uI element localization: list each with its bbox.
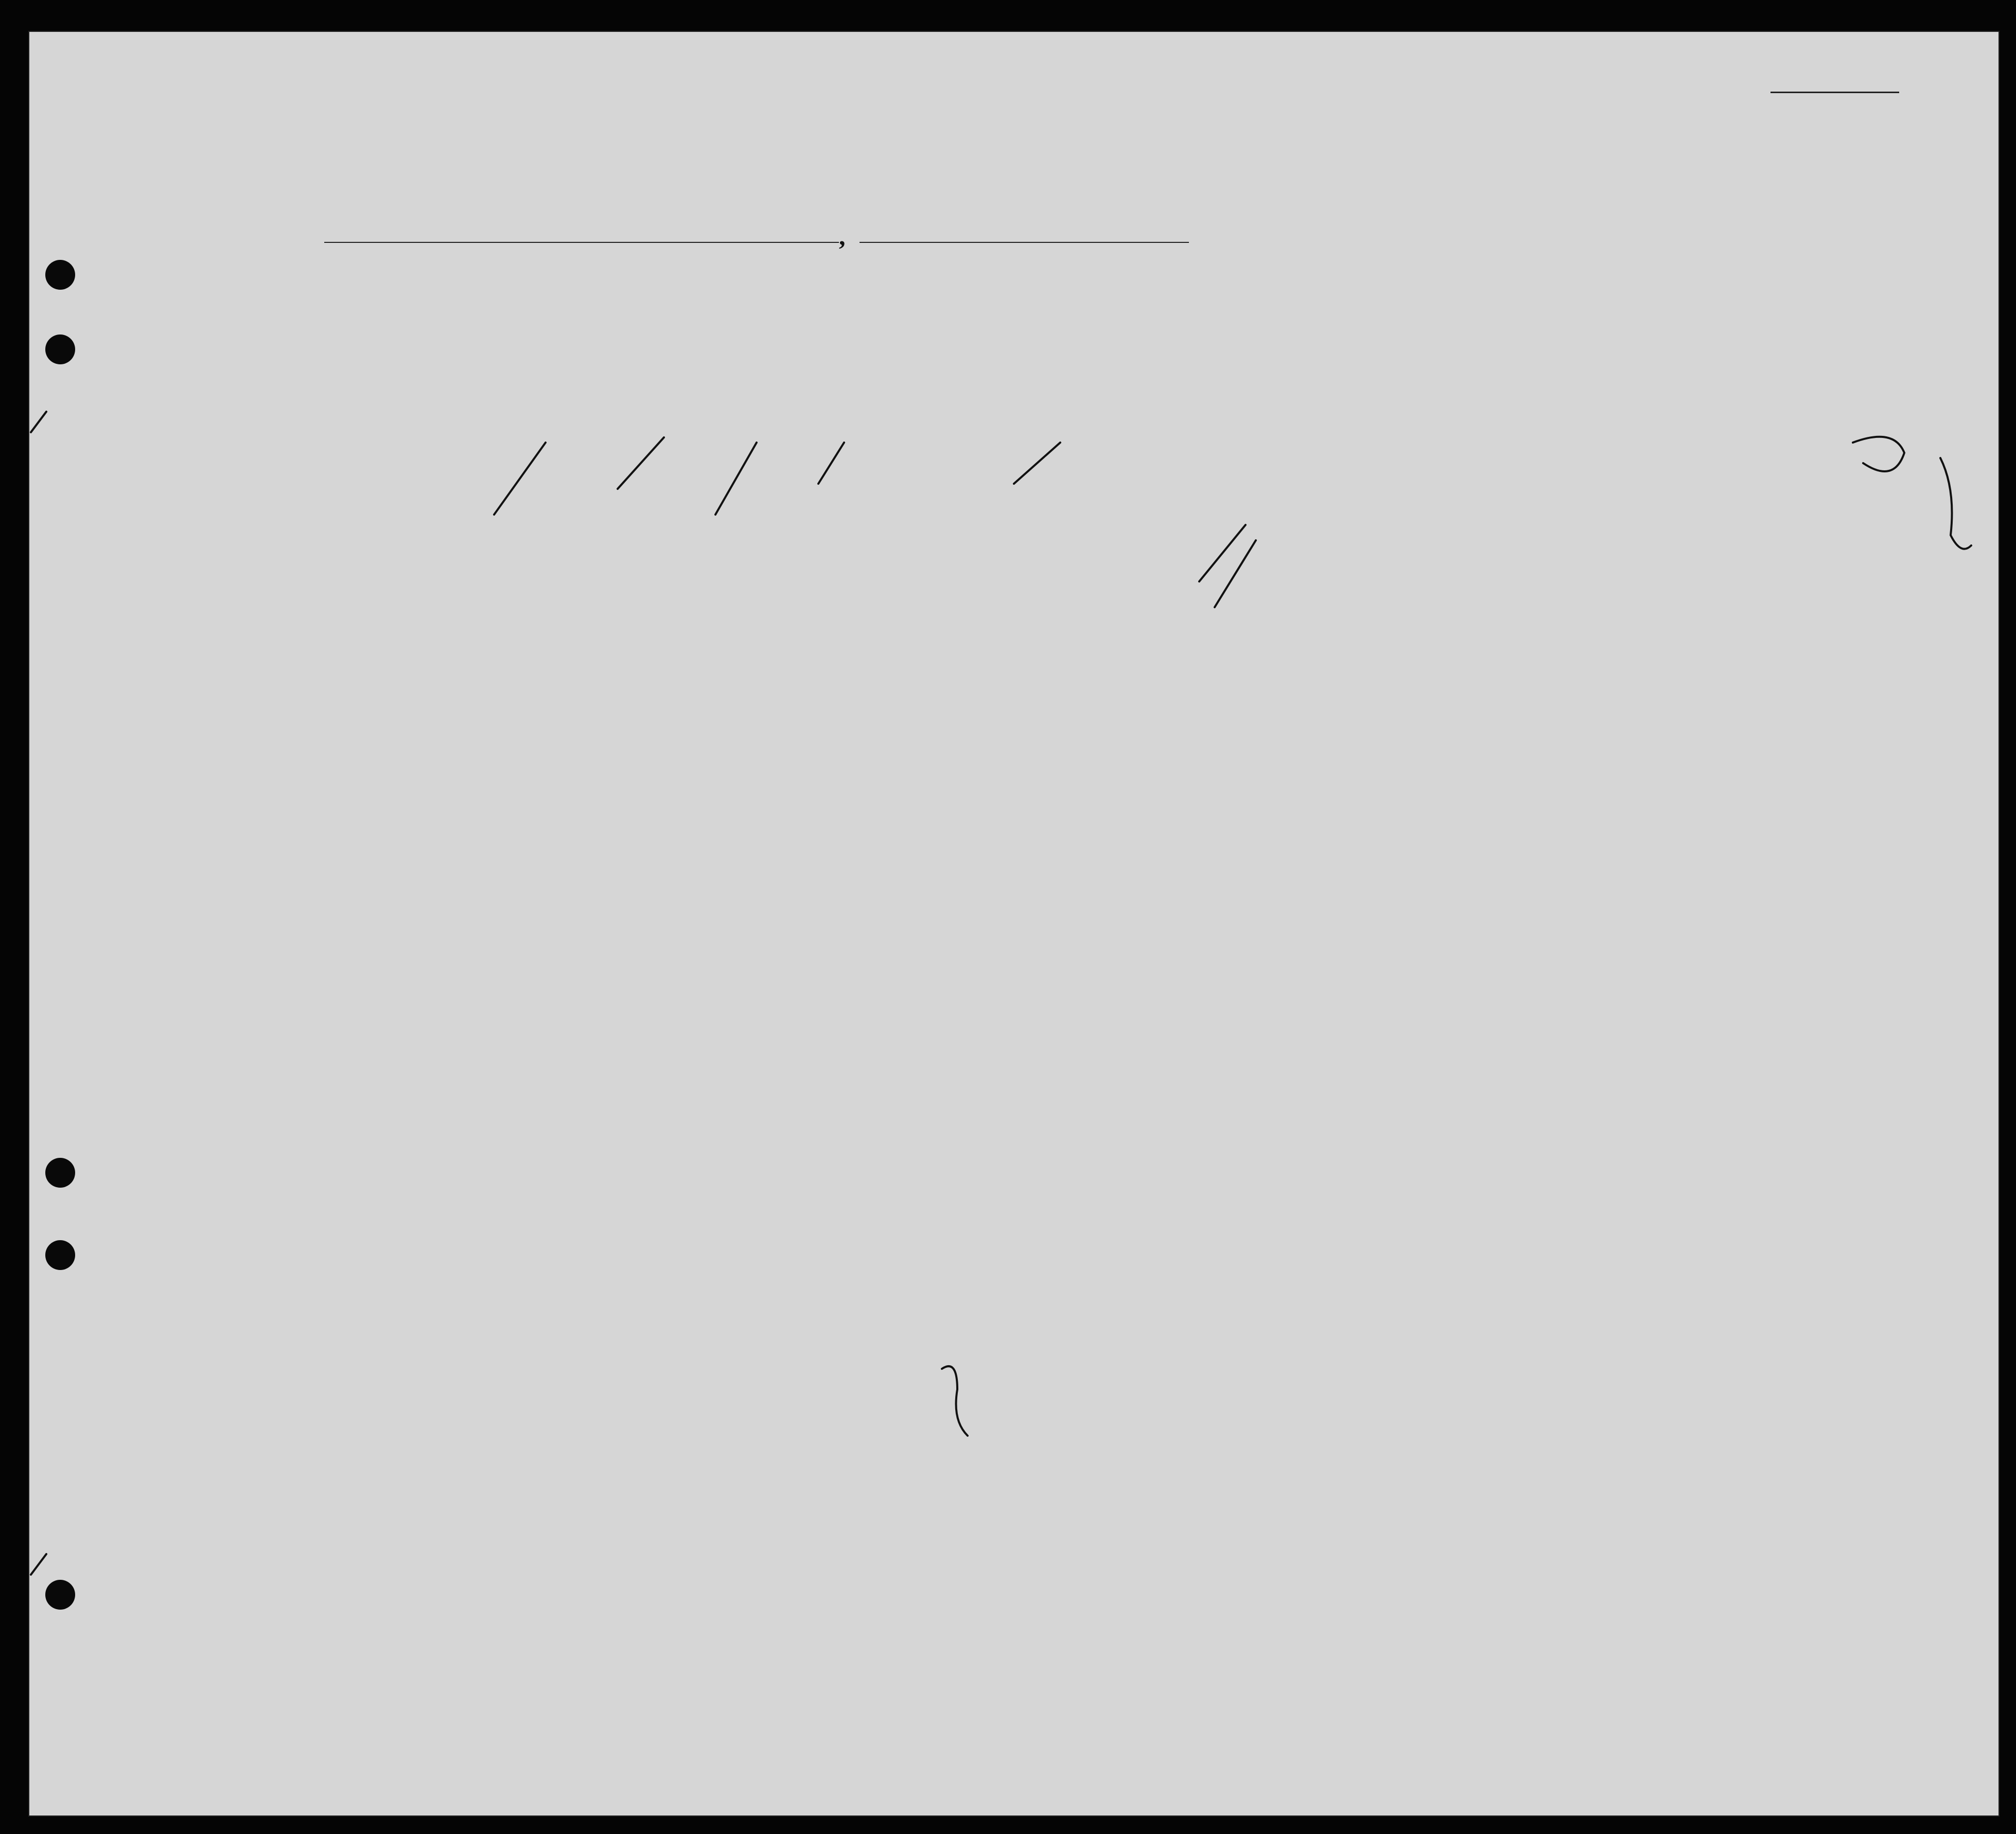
header-money [696, 306, 715, 425]
header-promise [1421, 306, 1457, 432]
comma: , [839, 222, 846, 251]
header-purpose-citizen [1251, 322, 1271, 432]
header-polygamist [1313, 306, 1329, 432]
header-anarchist [1338, 306, 1354, 432]
header-deported [1467, 306, 1498, 432]
header-overthrow [1366, 306, 1410, 432]
header-prison [1281, 306, 1306, 432]
header-purpose-length [1194, 322, 1215, 432]
header-ticket [569, 306, 588, 425]
header-inches [1656, 396, 1672, 432]
header-feet [1632, 401, 1647, 432]
header-purpose-return [1127, 322, 1171, 432]
